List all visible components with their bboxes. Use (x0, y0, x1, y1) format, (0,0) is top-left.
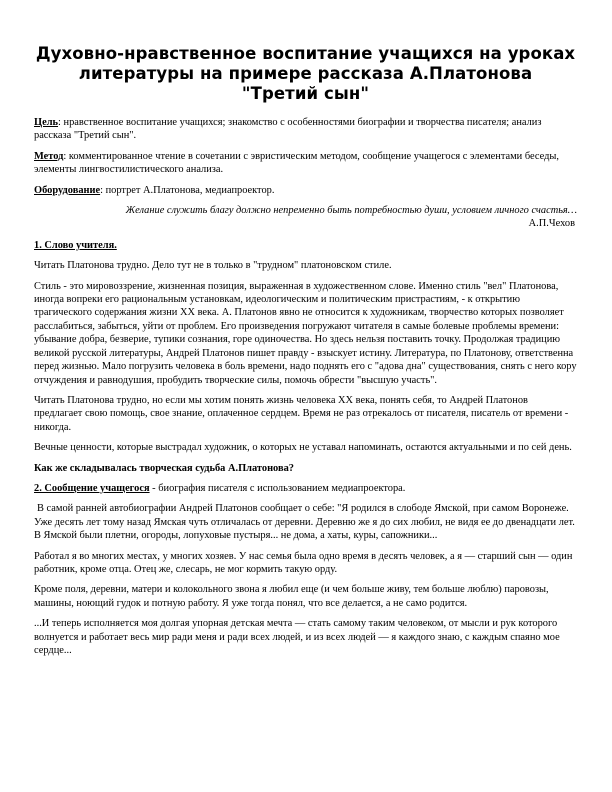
epigraph-author: А.П.Чехов (528, 218, 575, 230)
title-line: Духовно-нравственное воспитание учащихся на уроках (35, 44, 576, 63)
method-label: Метод (34, 150, 64, 162)
section-1-paragraph: Вечные ценности, которые выстрадал художник, о которых не уставал напоминать, остаются актуальными и по сей день. (34, 442, 572, 454)
epigraph-text: Желание служить благу должно непременно быть потребностью души, условием личного счастья… (125, 205, 577, 217)
section-2-paragraph: Работал я во многих местах, у многих хозяев. У нас семья была одно время в десять человек, а я — старший сын — один работник, кроме отца. Отец же, слесарь, не мог кормить такую орду. (34, 550, 573, 575)
section-2-paragraph: В самой ранней автобиографии Андрей Платонов сообщает о себе: "Я родился в слободе Ямской, при самом Воронеже. Уже десять лет тому назад Ямская чуть отличалась от деревни. Деревню же я до сих любил, не видя ее до двенадцати лет. В Ямской были плетни, огороды, лопуховые пустыря... не дома, а хаты, куры, сапожники... (34, 503, 575, 542)
section-2-heading-paragraph (34, 482, 577, 495)
section-2-heading: 2. Сообщение учащегося (34, 482, 150, 494)
equipment-label: Оборудование (34, 184, 101, 196)
equipment-paragraph (34, 184, 577, 197)
epigraph (34, 204, 577, 231)
goal-label: Цель (34, 117, 59, 128)
section-1-paragraph: Читать Платонова трудно, но если мы хотим понять жизнь человека XX века, понять себя, то Андрей Платонов предлагает свою помощь, свое знание, оплаченное сердцем. Время не раз отрекалось от писателя, писатель от времени - никогда. (34, 394, 569, 433)
section-1-question: Как же складывалась творческая судьба А.Платонова? (34, 462, 294, 474)
section-1-paragraph: Стиль - это мировоззрение, жизненная позиция, выраженная в художественном слове. Именно стиль "вел" Платонова, иногда вопреки его рациональным установкам, идеологическим и политическим пристрастиям, - к открытию трагического содержания жизни XX века. А. Платонов явно не относится к художникам, творчество которых позволяет расслабиться, забыться, уйти от проблем. Его произведения погружают читателя в самые болевые проблемы времени: убывание добра, безверие, тупики сознания, горе одиночества. Но здесь нельзя поставить точку. Продолжая традицию великой русской литературы, Андрей Платонов пишет правду - взыскует истину. Литература, по Платонову, ответственна перед жизнью. Мало погрузить человека в боль времени, надо поднять его с "адова дна" существования, снять с него кору отчуждения и равнодушия, пробудить творческие силы, помочь обрести "высшую участь". (34, 280, 577, 386)
section-1-paragraph: Читать Платонова трудно. Дело тут не в только в "трудном" платоновском стиле. (34, 260, 392, 272)
section-2-heading-rest: - биография писателя с использованием медиапроектора. (149, 482, 406, 494)
goal-text: : нравственное воспитание учащихся; знакомство с особенностями биографии и творчества писателя; анализ рассказа "Третий сын". (34, 117, 542, 142)
title-line: литературы на примере рассказа А.Платонова (78, 64, 533, 83)
title-line: "Третий сын" (241, 84, 370, 103)
equipment-text: : портрет А.Платонова, медиапроектор. (100, 184, 275, 196)
section-1-heading: 1. Слово учителя. (34, 239, 117, 251)
document-title (34, 44, 577, 104)
method-paragraph (34, 150, 577, 177)
goal-paragraph (34, 116, 577, 143)
method-text: : комментированное чтение в сочетании с эвристическим методом, сообщение учащегося с элементами беседы, элементы лингвостилистического анализа. (34, 150, 559, 176)
section-2-paragraph: Кроме поля, деревни, матери и колокольного звона я любил еще (и чем больше живу, тем больше люблю) паровозы, машины, ноющий гудок и потную работу. Я уже тогда понял, что все делается, а не само родится. (34, 584, 549, 609)
section-2-paragraph: ...И теперь исполняется моя долгая упорная детская мечта — стать самому таким человеком, от мысли и рук которого волнуется и работает весь мир ради меня и ради всех людей, и из всех людей — я каждого знаю, с каждым спаяно мое сердце... (34, 618, 560, 656)
